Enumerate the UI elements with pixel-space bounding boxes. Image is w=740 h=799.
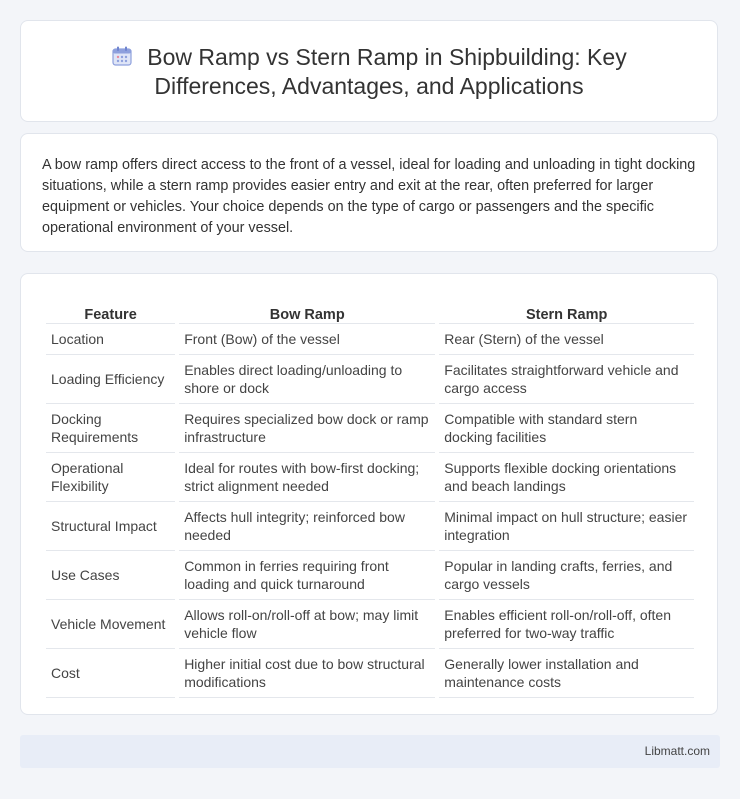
- footer-bar: [20, 735, 720, 768]
- feature-cell: Location: [46, 324, 175, 355]
- table-row: [46, 551, 694, 600]
- bow-cell: Ideal for routes with bow-first docking; strict alignment needed: [179, 453, 435, 502]
- feature-cell: Use Cases: [46, 551, 175, 600]
- feature-cell: Docking Requirements: [46, 404, 175, 453]
- title-line-1: Bow Ramp vs Stern Ramp in Shipbuilding: Key: [147, 44, 627, 70]
- header-stern-ramp: Stern Ramp: [439, 294, 694, 324]
- header-feature: Feature: [46, 294, 175, 324]
- comparison-card: [20, 273, 718, 715]
- stern-cell: Facilitates straightforward vehicle and cargo access: [439, 355, 694, 404]
- bow-cell: Higher initial cost due to bow structural modifications: [179, 649, 435, 698]
- table-row: [46, 355, 694, 404]
- table-row: [46, 404, 694, 453]
- bow-cell: Allows roll-on/roll-off at bow; may limit vehicle flow: [179, 600, 435, 649]
- stern-cell: Enables efficient roll-on/roll-off, often preferred for two-way traffic: [439, 600, 694, 649]
- feature-cell: Vehicle Movement: [46, 600, 175, 649]
- intro-text: A bow ramp offers direct access to the front of a vessel, ideal for loading and unloading in tight docking situations, while a stern ramp provides easier entry and exit at the rear, often preferred for larger equipment or vehicles. Your choice depends on the type of cargo or passengers and the specific operational environment of your vessel.: [42, 157, 696, 236]
- stern-cell: Generally lower installation and maintenance costs: [439, 649, 694, 698]
- stern-cell: Rear (Stern) of the vessel: [439, 324, 694, 355]
- bow-cell: Front (Bow) of the vessel: [179, 324, 435, 355]
- intro-card: [20, 133, 718, 252]
- bow-cell: Common in ferries requiring front loading and quick turnaround: [179, 551, 435, 600]
- feature-cell: Loading Efficiency: [46, 355, 175, 404]
- table-row: [46, 649, 694, 698]
- table-row: [46, 324, 694, 355]
- header-bow-ramp: Bow Ramp: [179, 294, 435, 324]
- feature-cell: Operational Flexibility: [46, 453, 175, 502]
- table-row: [46, 453, 694, 502]
- bow-cell: Enables direct loading/unloading to shore or dock: [179, 355, 435, 404]
- page-title: [21, 43, 717, 101]
- stern-cell: Compatible with standard stern docking facilities: [439, 404, 694, 453]
- footer-brand[interactable]: Libmatt.com: [644, 744, 710, 758]
- feature-cell: Structural Impact: [46, 502, 175, 551]
- bow-cell: Affects hull integrity; reinforced bow needed: [179, 502, 435, 551]
- title-line-2: Differences, Advantages, and Applications: [154, 73, 584, 99]
- comparison-table: [42, 294, 698, 698]
- table-header-row: [46, 294, 694, 324]
- table-row: [46, 600, 694, 649]
- stern-cell: Supports flexible docking orientations and beach landings: [439, 453, 694, 502]
- stern-cell: Popular in landing crafts, ferries, and cargo vessels: [439, 551, 694, 600]
- bow-cell: Requires specialized bow dock or ramp infrastructure: [179, 404, 435, 453]
- calendar-icon: [111, 45, 133, 67]
- title-card: [20, 20, 718, 122]
- feature-cell: Cost: [46, 649, 175, 698]
- stern-cell: Minimal impact on hull structure; easier integration: [439, 502, 694, 551]
- table-row: [46, 502, 694, 551]
